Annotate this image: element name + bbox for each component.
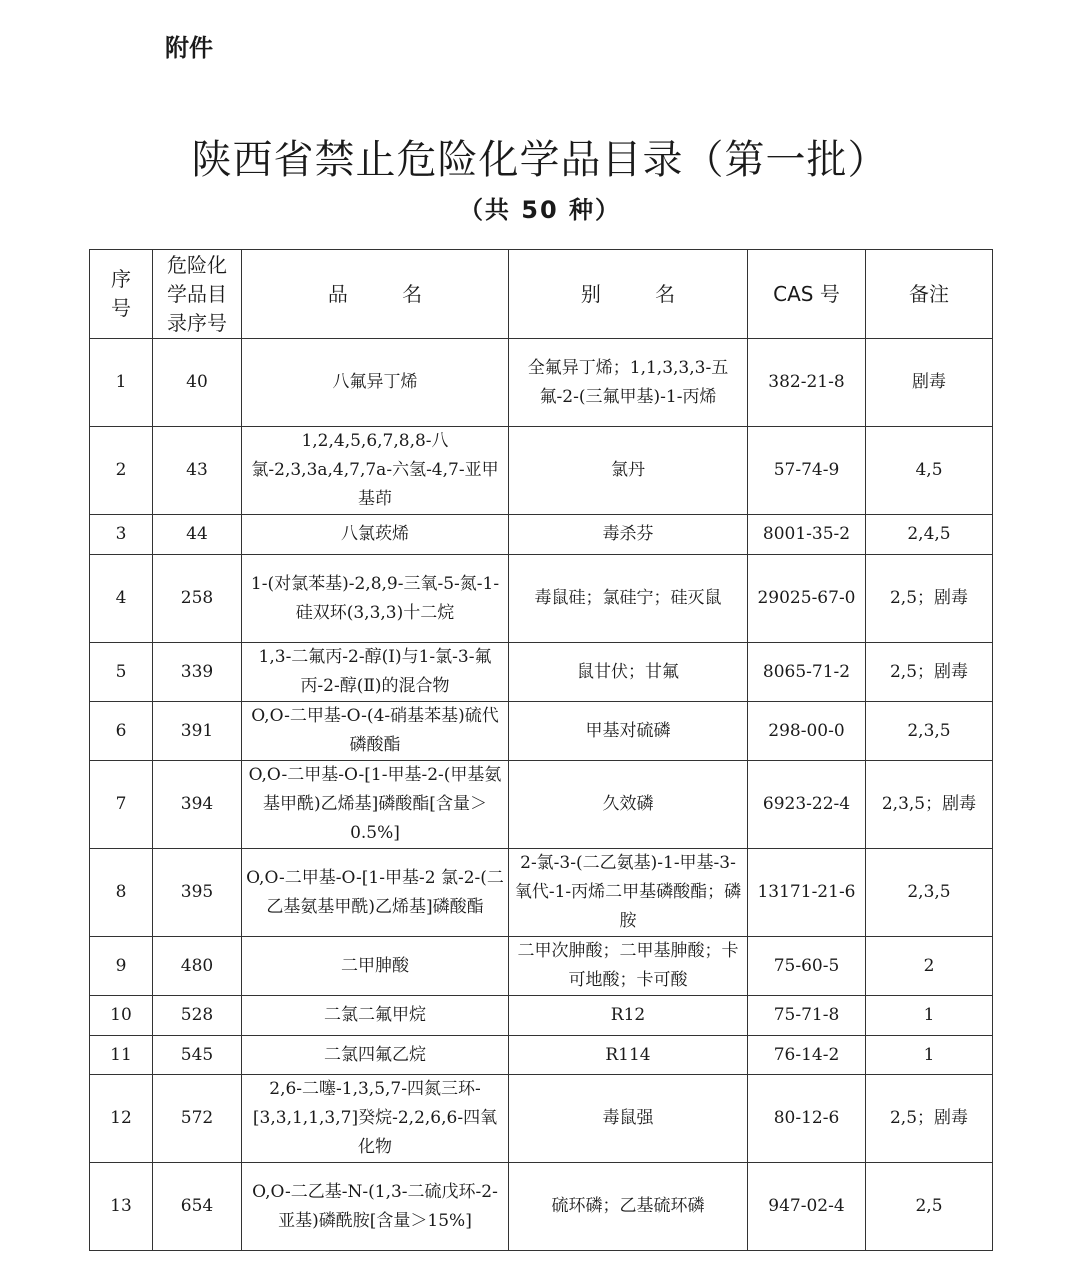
cell-alias: 久效磷 xyxy=(509,761,748,849)
cell-cas: 8001-35-2 xyxy=(748,515,866,555)
cell-remark: 2,4,5 xyxy=(866,515,993,555)
cell-cas: 947-02-4 xyxy=(748,1163,866,1251)
table-row xyxy=(90,515,993,555)
cell-seq: 13 xyxy=(90,1163,153,1251)
cell-catalog-no: 258 xyxy=(153,555,242,643)
cell-name: O,O-二甲基-O-[1-甲基-2 氯-2-(二乙基氨基甲酰)乙烯基]磷酸酯 xyxy=(242,849,509,937)
cell-catalog-no: 545 xyxy=(153,1036,242,1075)
cell-alias: 硫环磷；乙基硫环磷 xyxy=(509,1163,748,1251)
cell-name: O,O-二甲基-O-[1-甲基-2-(甲基氨基甲酰)乙烯基]磷酸酯[含量＞0.5%] xyxy=(242,761,509,849)
cell-seq: 1 xyxy=(90,339,153,427)
cell-cas: 57-74-9 xyxy=(748,427,866,515)
cell-catalog-no: 395 xyxy=(153,849,242,937)
cell-cas: 75-60-5 xyxy=(748,937,866,996)
cell-catalog-no: 394 xyxy=(153,761,242,849)
cell-seq: 7 xyxy=(90,761,153,849)
table-row xyxy=(90,1075,993,1163)
cell-alias: 鼠甘伏；甘氟 xyxy=(509,643,748,702)
table-row xyxy=(90,555,993,643)
cell-name: O,O-二乙基-N-(1,3-二硫戊环-2-亚基)磷酰胺[含量＞15%] xyxy=(242,1163,509,1251)
cell-seq: 4 xyxy=(90,555,153,643)
cell-name: 2,6-二噻-1,3,5,7-四氮三环-[3,3,1,1,3,7]癸烷-2,2,6,6-四氧化物 xyxy=(242,1075,509,1163)
cell-alias: 全氟异丁烯；1,1,3,3,3-五氟-2-(三氟甲基)-1-丙烯 xyxy=(509,339,748,427)
cell-cas: 76-14-2 xyxy=(748,1036,866,1075)
cell-remark: 2,5 xyxy=(866,1163,993,1251)
table-row xyxy=(90,996,993,1036)
cell-seq: 8 xyxy=(90,849,153,937)
cell-name: 八氯莰烯 xyxy=(242,515,509,555)
cell-seq: 10 xyxy=(90,996,153,1036)
document-subtitle: （共 50 种） xyxy=(458,196,622,224)
table-row xyxy=(90,427,993,515)
cell-remark: 2 xyxy=(866,937,993,996)
cell-remark: 2,3,5 xyxy=(866,849,993,937)
cell-name: 八氟异丁烯 xyxy=(242,339,509,427)
cell-seq: 2 xyxy=(90,427,153,515)
cell-remark: 2,5；剧毒 xyxy=(866,1075,993,1163)
cell-catalog-no: 40 xyxy=(153,339,242,427)
header-name: 品 名 xyxy=(242,250,509,339)
cell-catalog-no: 339 xyxy=(153,643,242,702)
header-alias: 别 名 xyxy=(509,250,748,339)
cell-remark: 剧毒 xyxy=(866,339,993,427)
cell-seq: 12 xyxy=(90,1075,153,1163)
cell-remark: 2,5；剧毒 xyxy=(866,555,993,643)
table-row xyxy=(90,937,993,996)
table-row xyxy=(90,339,993,427)
table-row xyxy=(90,1036,993,1075)
cell-alias: 毒鼠硅；氯硅宁；硅灭鼠 xyxy=(509,555,748,643)
cell-remark: 2,3,5 xyxy=(866,702,993,761)
cell-remark: 2,3,5；剧毒 xyxy=(866,761,993,849)
cell-catalog-no: 654 xyxy=(153,1163,242,1251)
table-row xyxy=(90,761,993,849)
document-title: 陕西省禁止危险化学品目录（第一批） xyxy=(191,137,889,183)
cell-alias: 二甲次胂酸；二甲基胂酸；卡可地酸；卡可酸 xyxy=(509,937,748,996)
cell-catalog-no: 572 xyxy=(153,1075,242,1163)
header-catalog-no: 危险化学品目录序号 xyxy=(153,250,242,339)
cell-seq: 9 xyxy=(90,937,153,996)
cell-cas: 75-71-8 xyxy=(748,996,866,1036)
cell-cas: 6923-22-4 xyxy=(748,761,866,849)
cell-cas: 13171-21-6 xyxy=(748,849,866,937)
cell-alias: 毒杀芬 xyxy=(509,515,748,555)
cell-remark: 4,5 xyxy=(866,427,993,515)
cell-seq: 6 xyxy=(90,702,153,761)
cell-name: 1,2,4,5,6,7,8,8-八氯-2,3,3a,4,7,7a-六氢-4,7-亚甲基茚 xyxy=(242,427,509,515)
chemicals-table xyxy=(89,249,993,1251)
cell-alias: R12 xyxy=(509,996,748,1036)
cell-catalog-no: 391 xyxy=(153,702,242,761)
cell-name: 二甲胂酸 xyxy=(242,937,509,996)
header-cas: CAS 号 xyxy=(748,250,866,339)
cell-catalog-no: 480 xyxy=(153,937,242,996)
cell-seq: 11 xyxy=(90,1036,153,1075)
cell-cas: 298-00-0 xyxy=(748,702,866,761)
cell-name: 二氯二氟甲烷 xyxy=(242,996,509,1036)
table-row xyxy=(90,849,993,937)
cell-seq: 3 xyxy=(90,515,153,555)
cell-catalog-no: 43 xyxy=(153,427,242,515)
header-seq: 序号 xyxy=(90,250,153,339)
cell-remark: 1 xyxy=(866,1036,993,1075)
cell-alias: 氯丹 xyxy=(509,427,748,515)
cell-catalog-no: 528 xyxy=(153,996,242,1036)
table-row xyxy=(90,643,993,702)
header-remark: 备注 xyxy=(866,250,993,339)
cell-alias: 甲基对硫磷 xyxy=(509,702,748,761)
cell-cas: 80-12-6 xyxy=(748,1075,866,1163)
table-header-row xyxy=(90,250,993,339)
cell-alias: 毒鼠强 xyxy=(509,1075,748,1163)
table-row xyxy=(90,702,993,761)
cell-cas: 8065-71-2 xyxy=(748,643,866,702)
table-row xyxy=(90,1163,993,1251)
cell-alias: 2-氯-3-(二乙氨基)-1-甲基-3-氧代-1-丙烯二甲基磷酸酯；磷胺 xyxy=(509,849,748,937)
cell-cas: 382-21-8 xyxy=(748,339,866,427)
cell-name: O,O-二甲基-O-(4-硝基苯基)硫代磷酸酯 xyxy=(242,702,509,761)
cell-remark: 2,5；剧毒 xyxy=(866,643,993,702)
cell-remark: 1 xyxy=(866,996,993,1036)
cell-name: 1,3-二氟丙-2-醇(Ⅰ)与1-氯-3-氟丙-2-醇(Ⅱ)的混合物 xyxy=(242,643,509,702)
attachment-label: 附件 xyxy=(165,34,213,62)
cell-cas: 29025-67-0 xyxy=(748,555,866,643)
cell-name: 二氯四氟乙烷 xyxy=(242,1036,509,1075)
cell-seq: 5 xyxy=(90,643,153,702)
cell-name: 1-(对氯苯基)-2,8,9-三氧-5-氮-1-硅双环(3,3,3)十二烷 xyxy=(242,555,509,643)
cell-catalog-no: 44 xyxy=(153,515,242,555)
cell-alias: R114 xyxy=(509,1036,748,1075)
